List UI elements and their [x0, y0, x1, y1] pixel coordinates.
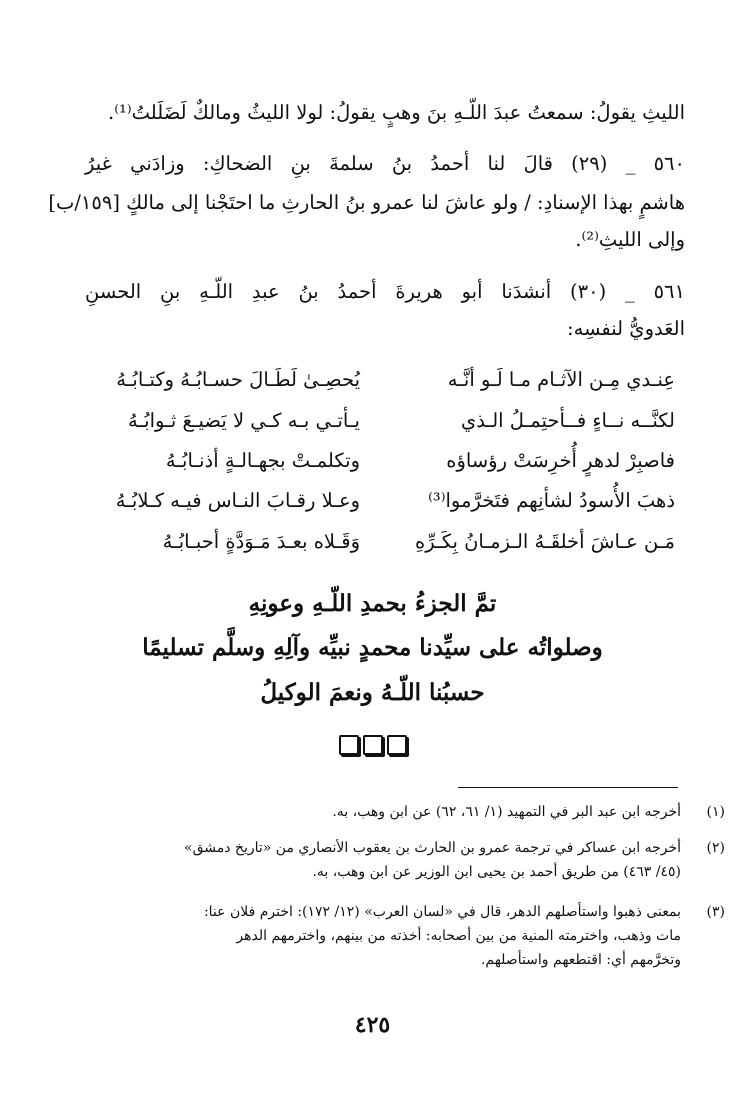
page-number: ٤٢٥	[354, 1012, 391, 1038]
poem-hemistich-right: لكنَّــه نــاءٍ فــأحتِمـلُ الـذي	[461, 409, 675, 432]
text-line-6: العَدويُّ لنفسِه:	[567, 317, 685, 340]
poem-hemistich-left: وَقَـلاه بعـدَ مَـوَدَّةٍ أحبـابُـهُ	[162, 530, 360, 553]
footnote-separator	[458, 787, 678, 788]
text-line-1: الليثِ يقولُ: سمعتُ عبدَ اللّـهِ بنَ وهبٍ يقولُ: لولا الليثُ ومالكٌ لَضَلَلتُ⁽¹⁾.	[108, 101, 685, 124]
poem-hemistich-left: وتكلمـتْ بجهـالـةٍ أذنـابُـهُ	[165, 449, 360, 472]
text-line-4: وإلى الليثِ⁽²⁾.	[575, 228, 685, 251]
square-ornament-icon	[363, 735, 383, 755]
poem-hemistich-right: عِنـدي مِـن الآثـام مـا لَـو أنَّـه	[447, 368, 675, 391]
footnote-number: (٢)	[706, 840, 725, 856]
footnote-text: (٤٥/ ٤٦٣) من طريق أحمد بن يحيى ابن الوزير عن ابن وهب، به.	[312, 864, 681, 880]
section-end-ornament	[0, 735, 745, 755]
colophon-line-2: وصلواتُه على سيِّدنا محمدٍ نبيِّه وآلِهِ وسلَّم تسليمًا	[142, 634, 603, 661]
poem-hemistich-right: فاصبِرْ لدهرٍ أُخرِسَتْ رؤساؤه	[446, 449, 675, 472]
square-ornament-icon	[339, 735, 359, 755]
text-line-5: ٥٦١ _ (٣٠) أنشدَنا أبو هريرةَ أحمدُ بنُ عبدِ اللّـهِ بنِ الحسنِ	[85, 280, 685, 303]
footnote-text: مات وذهب، واخترمته المنية من بين أصحابه: أخذته من بينهم، واخترمهم الدهر	[236, 928, 681, 944]
poem-hemistich-right: ذهبَ الأُسودُ لشأنِهم فتَخرَّموا⁽³⁾	[428, 489, 675, 512]
colophon-line-1: تمَّ الجزءُ بحمدِ اللّـهِ وعونِهِ	[248, 590, 497, 617]
poem-hemistich-left: يُحصِـىٰ لَطَـالَ حسـابُـهُ وكتـابُـهُ	[116, 368, 360, 391]
footnote-text: أخرجه ابن عساكر في ترجمة عمرو بن الحارث بن يعقوب الأنصاري من «تاريخ دمشق»	[184, 840, 681, 856]
footnote-3	[95, 900, 725, 972]
footnote-text: أخرجه ابن عبد البر في التمهيد (١/ ٦١، ٦٢) عن ابن وهب، به.	[332, 804, 681, 820]
footnote-1	[95, 800, 725, 824]
footnote-text: بمعنى ذهبوا واستأصلهم الدهر، قال في «لسان العرب» (١٢/ ١٧٢): اخترم فلان عنا:	[203, 904, 681, 920]
text-line-3: هاشمٍ بهذا الإسنادِ: / ولو عاشَ لنا عمرو بنُ الحارثِ ما احتَجْنا إلى مالكٍ [١٥٩/ب]	[48, 191, 685, 214]
footnote-text: وتخرَّمهم أي: اقتطعهم واستأصلهم.	[480, 952, 681, 968]
poem-hemistich-left: يـأتـي بـه كـي لا يَضيـعَ ثـوابُـهُ	[128, 409, 360, 432]
poem-hemistich-right: مَـن عـاشَ أخلقَـهُ الـزمـانُ بِكَـرِّهِ	[415, 530, 675, 553]
square-ornament-icon	[387, 735, 407, 755]
colophon-line-3: حسبُنا اللّـهُ ونعمَ الوكيلُ	[260, 679, 485, 706]
footnote-2	[95, 836, 725, 884]
footnote-number: (٣)	[706, 904, 725, 920]
poem-hemistich-left: وعـلا رقـابَ النـاس فيـه كـلابُـهُ	[115, 489, 360, 512]
footnote-number: (١)	[706, 804, 725, 820]
text-line-2: ٥٦٠ _ (٢٩) قالَ لنا أحمدُ بنُ سلمةَ بنِ الضحاكِ: وزادَني غيرُ	[85, 152, 685, 175]
